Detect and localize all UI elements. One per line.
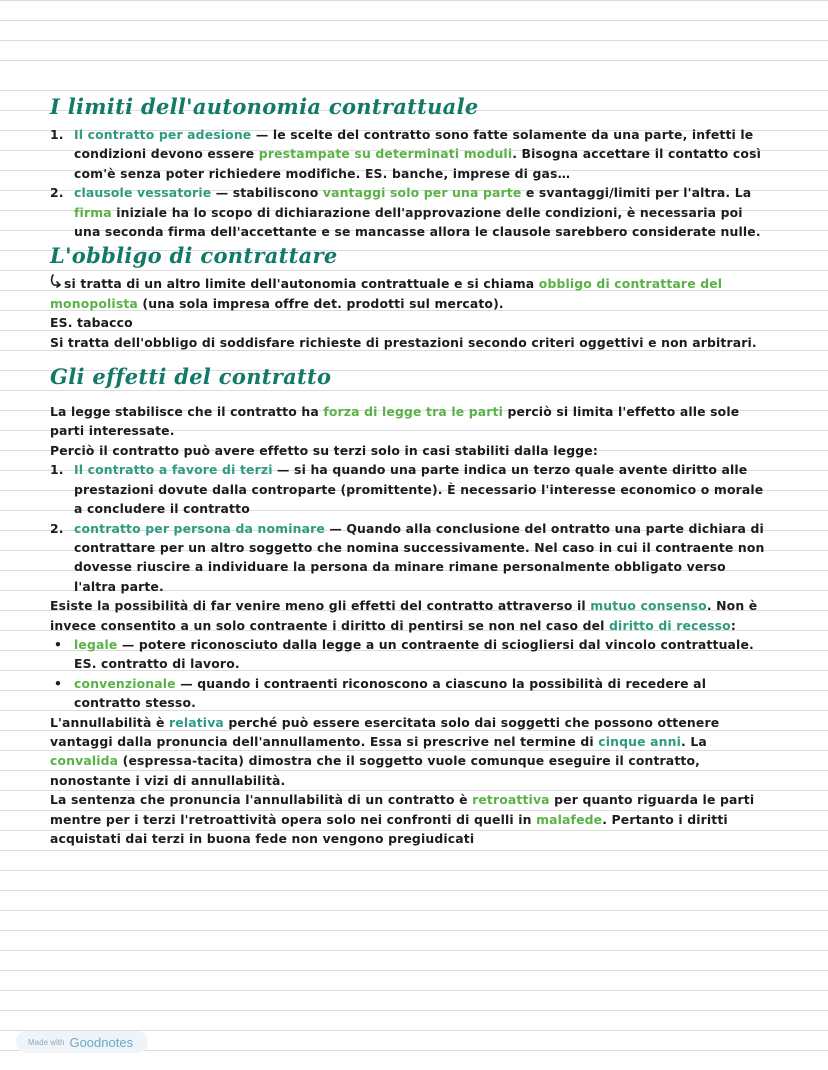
- text: si tratta di un altro limite dell'autonomia contrattuale e si chiama: [64, 276, 539, 292]
- text: La sentenza che pronuncia l'annullabilità di un contratto è: [50, 792, 473, 808]
- bullet-item: [50, 674, 770, 713]
- text: — quando i contraenti riconoscono a ciascuno la possibilità di recedere al contratto stesso.: [74, 675, 707, 711]
- section-title-effetti: Gli effetti del contratto: [50, 364, 332, 390]
- term-favore-terzi: Il contratto a favore di terzi: [74, 462, 273, 478]
- text: :: [730, 617, 736, 633]
- text: iniziale ha lo scopo di dichiarazione dell'approvazione delle condizioni, è necessaria poi una seconda firma dell'accettante e se mancasse allora le clausole sarebbero considerate nulle.: [74, 204, 761, 240]
- text: (espressa-tacita) dimostra che il soggetto vuole comunque eseguire il contratto, nonostante i vizi di annullabilità.: [50, 753, 700, 788]
- goodnotes-logo: Goodnotes: [69, 1034, 134, 1050]
- text: . Pertanto i diritti acquistati dai terzi in buona fede non vengono pregiudicati: [50, 811, 728, 846]
- text: e svantaggi/limiti per l'altra. La: [521, 185, 752, 201]
- highlight: malafede: [536, 811, 603, 827]
- highlight: convalida: [50, 753, 119, 769]
- text: La legge stabilisce che il contratto ha: [50, 404, 324, 420]
- bullet: •: [54, 675, 63, 691]
- section-title-obbligo: L'obbligo di contrattare: [50, 243, 338, 269]
- highlight: mutuo consenso: [590, 598, 707, 614]
- text: (una sola impresa offre det. prodotti sul mercato).: [137, 295, 504, 311]
- list-number: 1.: [50, 127, 64, 142]
- note-content: [50, 92, 770, 848]
- paragraph: Perciò il contratto può avere effetto su terzi solo in casi stabiliti dalla legge:: [50, 442, 598, 458]
- text: L'annullabilità è: [50, 714, 169, 730]
- text: per quanto riguarda le parti mentre per i terzi l'retroattività opera solo nei confronti di quelli in: [50, 792, 755, 827]
- highlight: firma: [74, 204, 112, 220]
- list-number: 2.: [50, 185, 64, 201]
- goodnotes-badge: [16, 1031, 148, 1053]
- bullet: •: [54, 636, 63, 652]
- term-persona-nominare: contratto per persona da nominare: [74, 520, 325, 536]
- text: — stabiliscono: [211, 185, 323, 201]
- text: — Quando alla conclusione del ontratto una parte dichiara di contrattare per un altro soggetto che nomina successivamente. Nel caso in cui il contraente non dovesse riuscire a individuare la persona da minare rimane personalmente obbligato verso l'altra parte.: [74, 520, 765, 594]
- term-clausole-vessatorie: clausole vessatorie: [74, 185, 212, 201]
- list-item: [50, 519, 770, 597]
- text: perché può essere esercitata solo dai soggetti che possono ottenere vantaggi dalla pronuncia dell'annullamento. Essa si prescrive nel termine di: [50, 714, 720, 749]
- highlight: vantaggi solo per una parte: [322, 185, 522, 201]
- term-convenzionale: convenzionale: [74, 675, 176, 691]
- highlight: cinque anni: [598, 733, 682, 749]
- paragraph: [50, 402, 770, 441]
- term-contratto-adesione: Il contratto per adesione: [74, 127, 252, 142]
- text: . La: [681, 733, 707, 749]
- text: — potere riconosciuto dalla legge a un contraente di sciogliersi dal vincolo contrattuale. ES. contratto di lavoro.: [74, 636, 754, 672]
- paragraph: [50, 790, 770, 848]
- paragraph: ES. tabacco: [50, 315, 133, 331]
- list-item: [50, 125, 770, 183]
- text: — si ha quando una parte indica un terzo quale avente diritto alle prestazioni dovute dalla controparte (promittente). È necessario l'interesse economico o morale a concludere il contratto: [74, 462, 764, 517]
- paragraph: [50, 596, 770, 635]
- highlight: prestampate su determinati moduli: [258, 146, 513, 162]
- curved-arrow-icon: [50, 274, 64, 293]
- list-item: [50, 460, 770, 518]
- text: . Non è invece consentito a un solo contraente i diritto di pentirsi se non nel caso del: [50, 598, 758, 633]
- paragraph: [50, 274, 770, 313]
- highlight: obbligo di contrattare del monopolista: [50, 276, 723, 311]
- list-item: [50, 183, 770, 241]
- made-with-label: Made with: [28, 1037, 65, 1047]
- highlight: retroattiva: [472, 792, 550, 808]
- text: perciò si limita l'effetto alle sole parti interessate.: [50, 404, 740, 439]
- bullet-item: [50, 635, 770, 674]
- text: Esiste la possibilità di far venire meno gli effetti del contratto attraverso il: [50, 598, 591, 614]
- term-legale: legale: [74, 636, 118, 652]
- text: — le scelte del contratto sono fatte solamente da una parte, infetti le condizioni devono essere: [74, 127, 754, 162]
- highlight: relativa: [169, 714, 224, 730]
- highlight: forza di legge tra le parti: [323, 404, 504, 420]
- section-title-limiti: I limiti dell'autonomia contrattuale: [50, 94, 479, 119]
- highlight: diritto di recesso: [609, 617, 731, 633]
- list-number: 1.: [50, 462, 64, 478]
- paragraph: [50, 713, 770, 791]
- paragraph: Si tratta dell'obbligo di soddisfare richieste di prestazioni secondo criteri oggettivi e non arbitrari.: [50, 334, 757, 350]
- text: . Bisogna accettare il contatto così com'è senza poter richiedere modifiche. ES. banche, imprese di gas…: [74, 146, 762, 181]
- list-number: 2.: [50, 520, 64, 536]
